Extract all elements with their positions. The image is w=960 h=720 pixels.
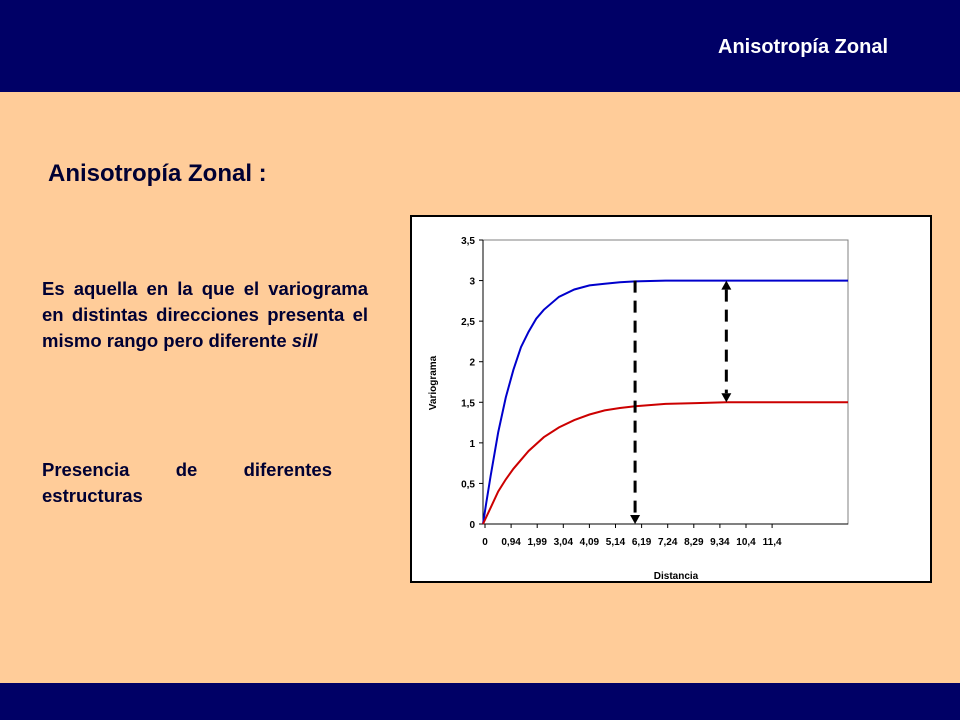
x-tick-label: 5,14 [605, 537, 626, 548]
y-tick-label: 2,5 [461, 317, 475, 329]
definition-paragraph [42, 276, 368, 354]
header-title: Anisotropía Zonal [718, 36, 888, 58]
structures-paragraph: Presencia de diferentes estructuras [42, 459, 332, 506]
chart-svg [412, 217, 930, 581]
x-tick-label: 8,29 [684, 537, 704, 548]
y-axis [461, 236, 483, 531]
definition-emphasis: sill [291, 330, 318, 351]
y-tick-label: 0 [469, 520, 475, 531]
x-axis-title: Distancia [653, 571, 699, 581]
plot-area [483, 240, 848, 524]
slide-title: Anisotropía Zonal : [48, 160, 267, 187]
x-tick-label: 0,94 [501, 537, 521, 548]
x-tick-label: 3,04 [553, 537, 574, 548]
x-tick-label: 11,4 [762, 537, 782, 548]
y-tick-label: 1,5 [461, 398, 475, 410]
y-tick-label: 1 [469, 438, 475, 450]
definition-text: Es aquella en la que el variograma en distintas direcciones presenta el mismo rango pero diferente [42, 278, 368, 351]
header-bar [0, 0, 960, 92]
x-tick-label: 10,4 [736, 537, 756, 548]
x-axis [482, 524, 848, 548]
y-tick-label: 2 [469, 357, 475, 369]
y-tick-label: 0,5 [461, 479, 475, 491]
y-tick-label: 3,5 [461, 236, 475, 247]
x-tick-label: 7,24 [657, 537, 678, 548]
x-tick-label: 4,09 [579, 537, 600, 548]
x-tick-label: 0 [482, 537, 488, 548]
y-axis-title: Variograma [428, 355, 439, 411]
x-tick-label: 9,34 [710, 537, 730, 548]
x-tick-label: 1,99 [527, 537, 547, 548]
variogram-chart [410, 215, 932, 583]
y-tick-label: 3 [469, 276, 475, 288]
x-tick-label: 6,19 [631, 537, 652, 548]
footer-bar [0, 683, 960, 720]
